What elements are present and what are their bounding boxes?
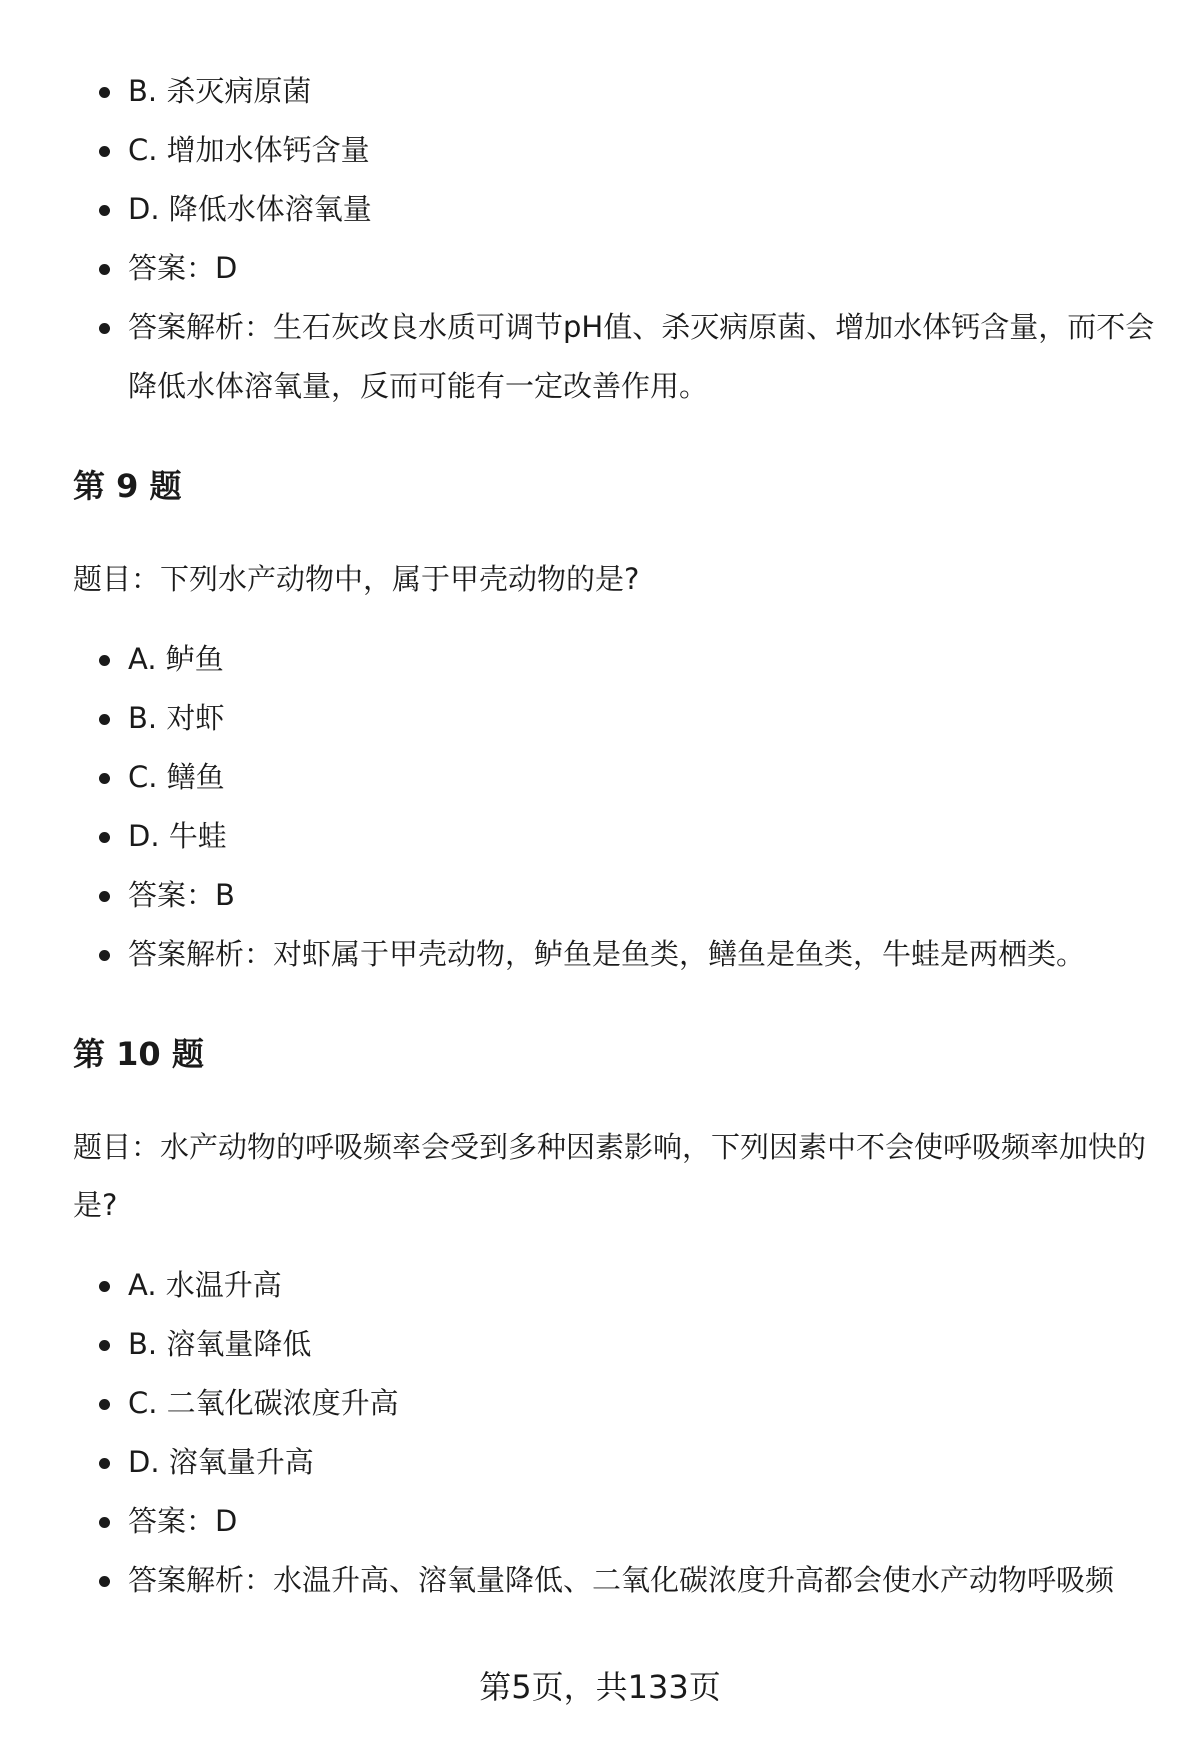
prev-question-options [73, 62, 1163, 416]
page-content [73, 62, 1163, 1610]
page-footer: 第5页，共133页 [479, 1668, 721, 1706]
option-item: D. 溶氧量升高 [73, 1433, 1163, 1492]
option-item: D. 降低水体溶氧量 [73, 180, 1163, 239]
answer-item: 答案：D [73, 1492, 1163, 1551]
option-item: B. 溶氧量降低 [73, 1315, 1163, 1374]
option-item: B. 对虾 [73, 689, 1163, 748]
option-item: B. 杀灭病原菌 [73, 62, 1163, 121]
question-heading-10: 第 10 题 [73, 1035, 204, 1073]
question-9-options [73, 630, 1163, 984]
option-item: C. 二氧化碳浓度升高 [73, 1374, 1163, 1433]
question-heading-9: 第 9 题 [73, 467, 182, 505]
option-item: C. 鳝鱼 [73, 748, 1163, 807]
analysis-item: 答案解析：生石灰改良水质可调节pH值、杀灭病原菌、增加水体钙含量，而不会降低水体溶氧量，反而可能有一定改善作用。 [73, 298, 1163, 416]
option-item: C. 增加水体钙含量 [73, 121, 1163, 180]
analysis-item: 答案解析：对虾属于甲壳动物，鲈鱼是鱼类，鳝鱼是鱼类，牛蛙是两栖类。 [73, 925, 1163, 984]
option-item: A. 鲈鱼 [73, 630, 1163, 689]
answer-item: 答案：D [73, 239, 1163, 298]
question-text-10: 题目：水产动物的呼吸频率会受到多种因素影响，下列因素中不会使呼吸频率加快的是? [73, 1130, 1147, 1222]
question-text-9: 题目：下列水产动物中，属于甲壳动物的是? [73, 562, 640, 596]
option-item: D. 牛蛙 [73, 807, 1163, 866]
answer-item: 答案：B [73, 866, 1163, 925]
option-item: A. 水温升高 [73, 1256, 1163, 1315]
analysis-item: 答案解析：水温升高、溶氧量降低、二氧化碳浓度升高都会使水产动物呼吸频 [73, 1551, 1163, 1610]
question-10-options [73, 1256, 1163, 1610]
